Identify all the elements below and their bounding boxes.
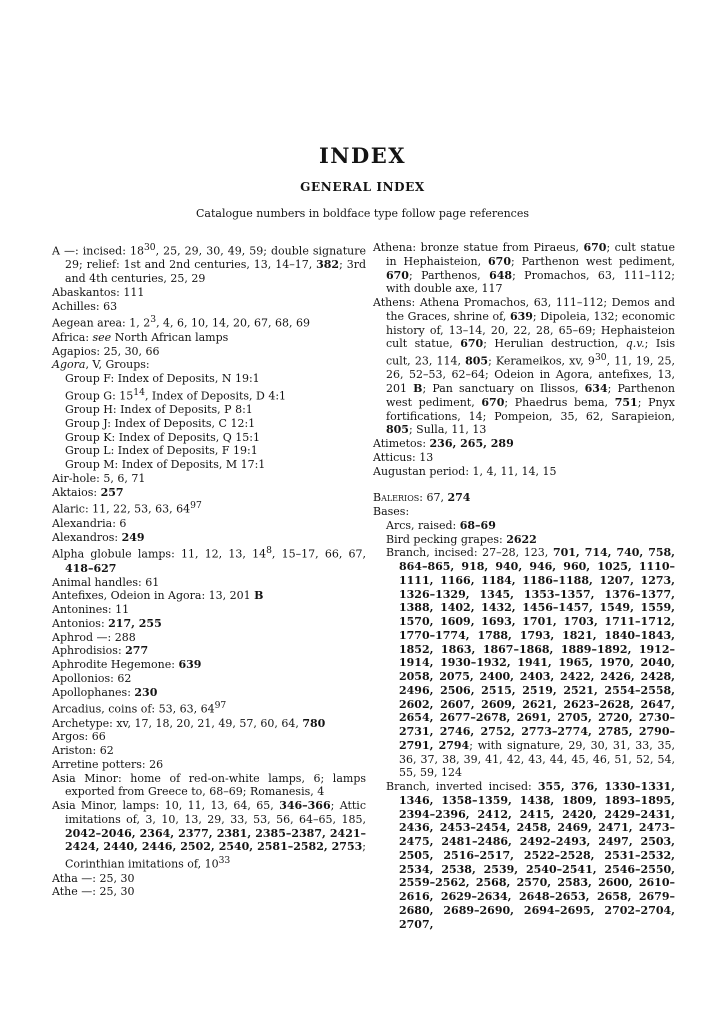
- index-entry: Atha —: 25, 30: [52, 871, 135, 885]
- index-entry: Apollonios: 62: [52, 671, 132, 685]
- index-entry: Athena: bronze statue from Piraeus, 670; cult statue in Hephaisteion, 670; Parthenon west pediment, 670; Parthenos, 648; Promachos, 63, 111–112; with double axe, 117: [373, 241, 675, 296]
- index-subentry: Group K: Index of Deposits, Q 15:1: [65, 430, 261, 444]
- index-column-right: [373, 241, 675, 931]
- index-entry: Asia Minor, lamps: 10, 11, 13, 64, 65, 346–366; Attic imitations of, 3, 10, 13, 29, 33, 53, 56, 64–65, 185, 2042–2046, 2364, 2377, 2381, 2385–2387, 2421–2424, 2440, 2446, 2502, 2540, 2581–2582, 2753; Corinthian imitations of, $10^{33}$: [52, 799, 366, 871]
- index-subentry: Branch, inverted incised: 355, 376, 1330–1331, 1346, 1358–1359, 1438, 1809, 1893–1895, 2394–2396, 2412, 2415, 2420, 2429–2431, 2436, 2453–2454, 2458, 2469, 2471, 2473–2475, 2481–2486, 2492–2493, 2497, 2503, 2505, 2516–2517, 2522–2528, 2531–2532, 2534, 2538, 2539, 2540–2541, 2546–2550, 2559–2562, 2568, 2570, 2583, 2600, 2610–2616, 2629–2634, 2648–2653, 2658, 2679–2680, 2689–2690, 2694–2695, 2702–2704, 2707,: [386, 780, 675, 931]
- index-subentry: Branch, incised: 27–28, 123, 701, 714, 740, 758, 864–865, 918, 940, 946, 960, 1025, 1110–1111, 1166, 1184, 1186–1188, 1207, 1273, 1326–1329, 1345, 1353–1357, 1376–1377, 1388, 1402, 1432, 1456–1457, 1549, 1559, 1570, 1609, 1693, 1701, 1703, 1711–1712, 1770–1774, 1788, 1793, 1821, 1840–1843, 1852, 1863, 1867–1868, 1889–1892, 1912–1914, 1930–1932, 1941, 1965, 1970, 2040, 2058, 2075, 2400, 2403, 2422, 2426, 2428, 2496, 2506, 2515, 2519, 2521, 2554–2558, 2602, 2607, 2609, 2621, 2623–2628, 2647, 2654, 2677–2678, 2691, 2705, 2720, 2730–2731, 2746, 2752, 2773–2774, 2785, 2790–2791, 2794; with signature, 29, 30, 31, 33, 35, 36, 37, 38, 39, 41, 42, 43, 44, 45, 46, 51, 52, 54, 55, 59, 124: [386, 546, 676, 780]
- index-entry: Ariston: 62: [52, 744, 114, 758]
- index-entry: Augustan period: 1, 4, 11, 14, 15: [373, 464, 557, 478]
- index-subentry: Group J: Index of Deposits, C 12:1: [65, 416, 256, 430]
- index-entry: Agapios: 25, 30, 66: [52, 344, 160, 358]
- section-heading: GENERAL INDEX: [300, 180, 425, 194]
- index-subentry: Bird pecking grapes: 2622: [386, 532, 537, 546]
- index-entry: Alaric: 11, 22, 53, 63, $64^{97}$: [52, 500, 202, 517]
- index-entry: Air-hole: 5, 6, 71: [52, 471, 146, 485]
- index-entry: Aphrod —: 288: [52, 630, 136, 644]
- section-gap: [373, 478, 675, 491]
- index-entry: Antonios: 217, 255: [52, 616, 162, 630]
- typographic-note: Catalogue numbers in boldface type follow page references: [195, 207, 529, 220]
- index-entry: Athe —: 25, 30: [52, 885, 135, 899]
- index-entry: Asia Minor: home of red-on-white lamps, 6; lamps exported from Greece to, 68–69; Romanesis, 4: [52, 771, 366, 799]
- index-entry: Alexandria: 6: [52, 516, 127, 530]
- index-entry: Africa: see North African lamps: [52, 330, 229, 344]
- index-entry: Animal handles: 61: [52, 575, 160, 589]
- index-entry: Aphrodisios: 277: [52, 644, 149, 658]
- index-entry: Alpha globule lamps: 11, 12, 13, $14^8$, 15–17, 66, 67, 418–627: [52, 545, 367, 575]
- index-entry: Athens: Athena Promachos, 63, 111–112; Demos and the Graces, shrine of, 639; Dipoleia, 132; economic history of, 13–14, 20, 22, 28, 65–69; Hephaisteion cult statue, 670; Herulian destruction, q.v.; Isis cult, 23, 114, 805; Kerameikos, xv, $9^{30}$, 11, 19, 25, 26, 52–53, 62–64; Odeion in Agora, antefixes, 13, 201 B; Pan sanctuary on Ilissos, 634; Parthenon west pediment, 670; Phaedrus bema, 751; Pnyx fortifications, 14; Pompeion, 35, 62, Sarapieion, 805; Sulla, 11, 13: [373, 296, 676, 437]
- index-entry: Aegean area: 1, $2^3$, 4, 6, 10, 14, 20, 67, 68, 69: [52, 314, 310, 331]
- index-entry: Achilles: 63: [52, 299, 118, 313]
- index-entry: Argos: 66: [52, 730, 106, 744]
- index-entry: Aktaios: 257: [52, 485, 124, 499]
- index-entry: Archetype: xv, 17, 18, 20, 21, 49, 57, 60, 64, 780: [52, 716, 326, 730]
- index-subentry: Group L: Index of Deposits, F 19:1: [65, 444, 258, 458]
- index-entry: Atimetos: 236, 265, 289: [373, 437, 514, 451]
- index-entry: Agora, V, Groups:: [52, 358, 150, 372]
- index-subentry: Group G: $15^{14}$, Index of Deposits, D 4:1: [65, 386, 287, 403]
- index-entry: Alexandros: 249: [52, 530, 145, 544]
- index-entry: Antonines: 11: [52, 603, 130, 617]
- index-entry: Aphrodite Hegemone: 639: [52, 658, 202, 672]
- index-entry: Arcadius, coins of: 53, 63, $64^{97}$: [52, 700, 227, 716]
- index-column-left: [52, 241, 366, 899]
- index-subentry: Arcs, raised: 68–69: [386, 518, 496, 532]
- index-entry: Bases:: [373, 505, 410, 519]
- index-subentry: Group M: Index of Deposits, M 17:1: [65, 458, 266, 472]
- index-entry: Apollophanes: 230: [52, 685, 158, 699]
- index-entry: Antefixes, Odeion in Agora: 13, 201 B: [52, 589, 264, 603]
- index-entry: Atticus: 13: [373, 450, 434, 464]
- page-title: INDEX: [318, 143, 407, 168]
- index-subentry: Group H: Index of Deposits, P 8:1: [65, 403, 253, 417]
- index-entry: Balerios: 67, 274: [373, 491, 471, 505]
- index-subentry: Group F: Index of Deposits, N 19:1: [65, 372, 260, 386]
- index-entry: A —: incised: $18^{30}$, 25, 29, 30, 49, 59; double signature 29; relief: 1st and 2nd centuries, 13, 14–17, 382; 3rd and 4th centuries, 25, 29: [52, 242, 366, 286]
- index-entry: Abaskantos: 111: [52, 285, 145, 299]
- index-entry: Arretine potters: 26: [52, 757, 164, 771]
